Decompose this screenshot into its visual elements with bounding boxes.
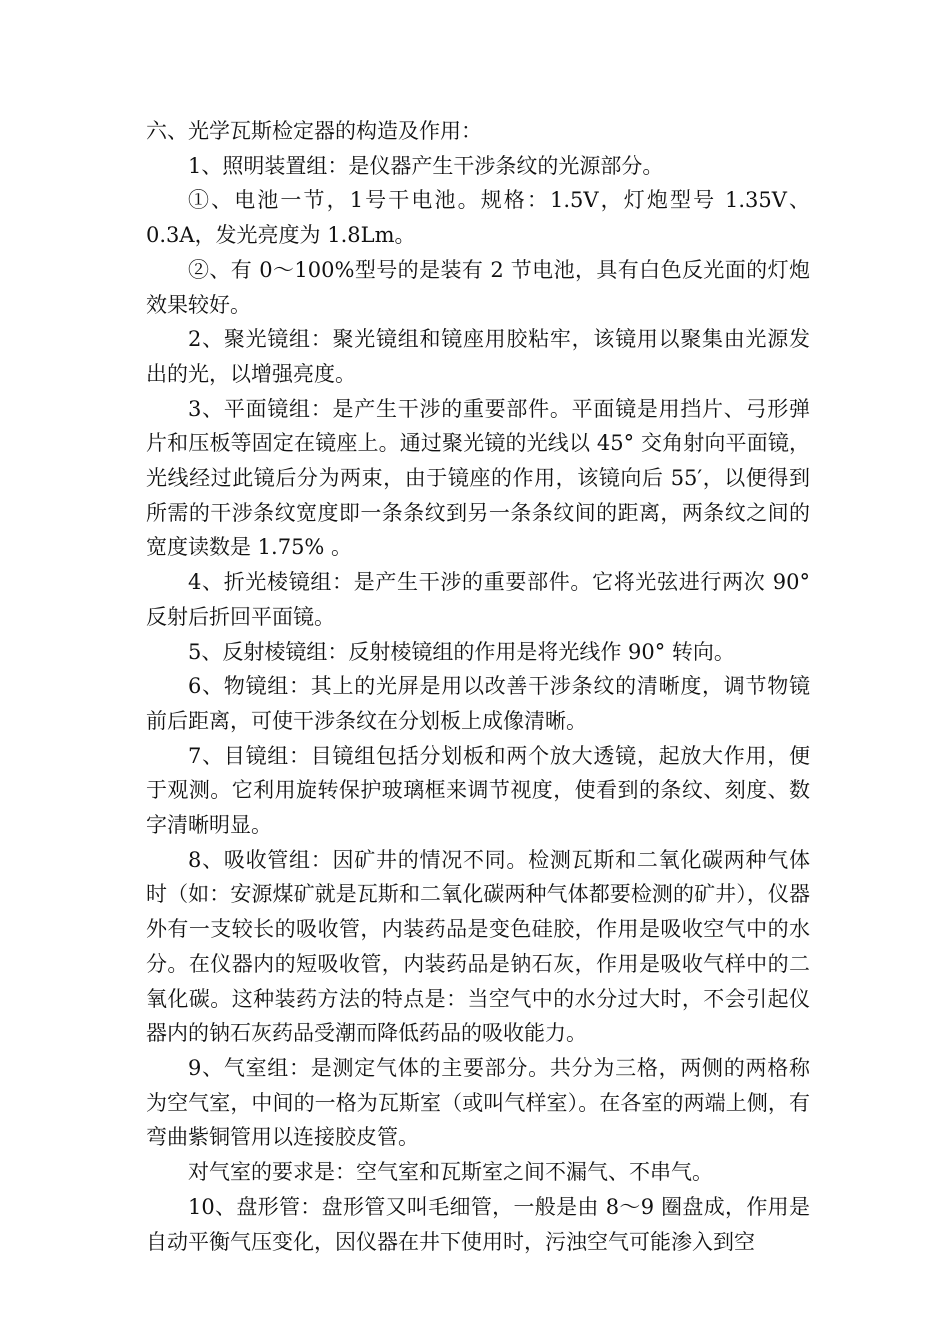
paragraph-condenser-lens: 2、聚光镜组：聚光镜组和镜座用胶粘牢，该镜用以聚集由光源发出的光，以增强亮度。 — [146, 327, 810, 386]
paragraph-plane-mirror: 3、平面镜组：是产生干涉的重要部件。平面镜是用挡片、弓形弹片和压板等固定在镜座上。通过聚光镜的光线以 45° 交角射向平面镜，光线经过此镜后分为两束，由于镜座的作用，该镜向后 55′，以便得到所需的干涉条纹宽度即一条条纹到另一条条纹间的距离，两条纹之间的宽度读数是 1.75% 。 — [146, 396, 810, 560]
paragraph-chamber-requirement: 对气室的要求是：空气室和瓦斯室之间不漏气、不串气。 — [188, 1160, 713, 1185]
paragraph-gas-chamber: 9、气室组：是测定气体的主要部分。共分为三格，两侧的两格称为空气室，中间的一格为瓦斯室（或叫气样室）。在各室的两端上侧，有弯曲紫铜管用以连接胶皮管。 — [146, 1055, 810, 1150]
paragraph-absorption-tube: 8、吸收管组：因矿井的情况不同。检测瓦斯和二氧化碳两种气体时（如：安源煤矿就是瓦斯和二氧化碳两种气体都要检测的矿井），仪器外有一支较长的吸收管，内装药品是变色硅胶，作用是吸收空气中的水分。在仪器内的短吸收管，内装药品是钠石灰，作用是吸收气样中的二氧化碳。这种装药方法的特点是：当空气中的水分过大时，不会引起仪器内的钠石灰药品受潮而降低药品的吸收能力。 — [146, 847, 810, 1046]
paragraph-refracting-prism: 4、折光棱镜组：是产生干涉的重要部件。它将光弦进行两次 90°反射后折回平面镜。 — [146, 570, 810, 629]
paragraph-battery-spec: ①、电池一节，1号干电池。规格：1.5V，灯炮型号 1.35V、0.3A，发光亮度为 1.8Lm。 — [146, 188, 810, 248]
document-body — [146, 114, 810, 1259]
paragraph-coil-tube: 10、盘形管：盘形管又叫毛细管，一般是由 8～9 圈盘成，作用是自动平衡气压变化，因仪器在井下使用时，污浊空气可能渗入到空 — [146, 1194, 810, 1254]
section-heading: 六、光学瓦斯检定器的构造及作用： — [146, 119, 482, 143]
paragraph-two-battery-model: ②、有 0～100%型号的是装有 2 节电池，具有白色反光面的灯炮效果较好。 — [146, 257, 810, 317]
paragraph-objective-lens: 6、物镜组：其上的光屏是用以改善干涉条纹的清晰度，调节物镜前后距离，可使干涉条纹在分划板上成像清晰。 — [146, 674, 810, 733]
paragraph-reflecting-prism: 5、反射棱镜组：反射棱镜组的作用是将光线作 90° 转向。 — [188, 639, 735, 664]
paragraph-eyepiece: 7、目镜组：目镜组包括分划板和两个放大透镜，起放大作用，便于观测。它利用旋转保护玻璃框来调节视度，使看到的条纹、刻度、数字清晰明显。 — [146, 743, 810, 838]
paragraph-lighting-assembly: 1、照明装置组：是仪器产生干涉条纹的光源部分。 — [188, 153, 664, 178]
